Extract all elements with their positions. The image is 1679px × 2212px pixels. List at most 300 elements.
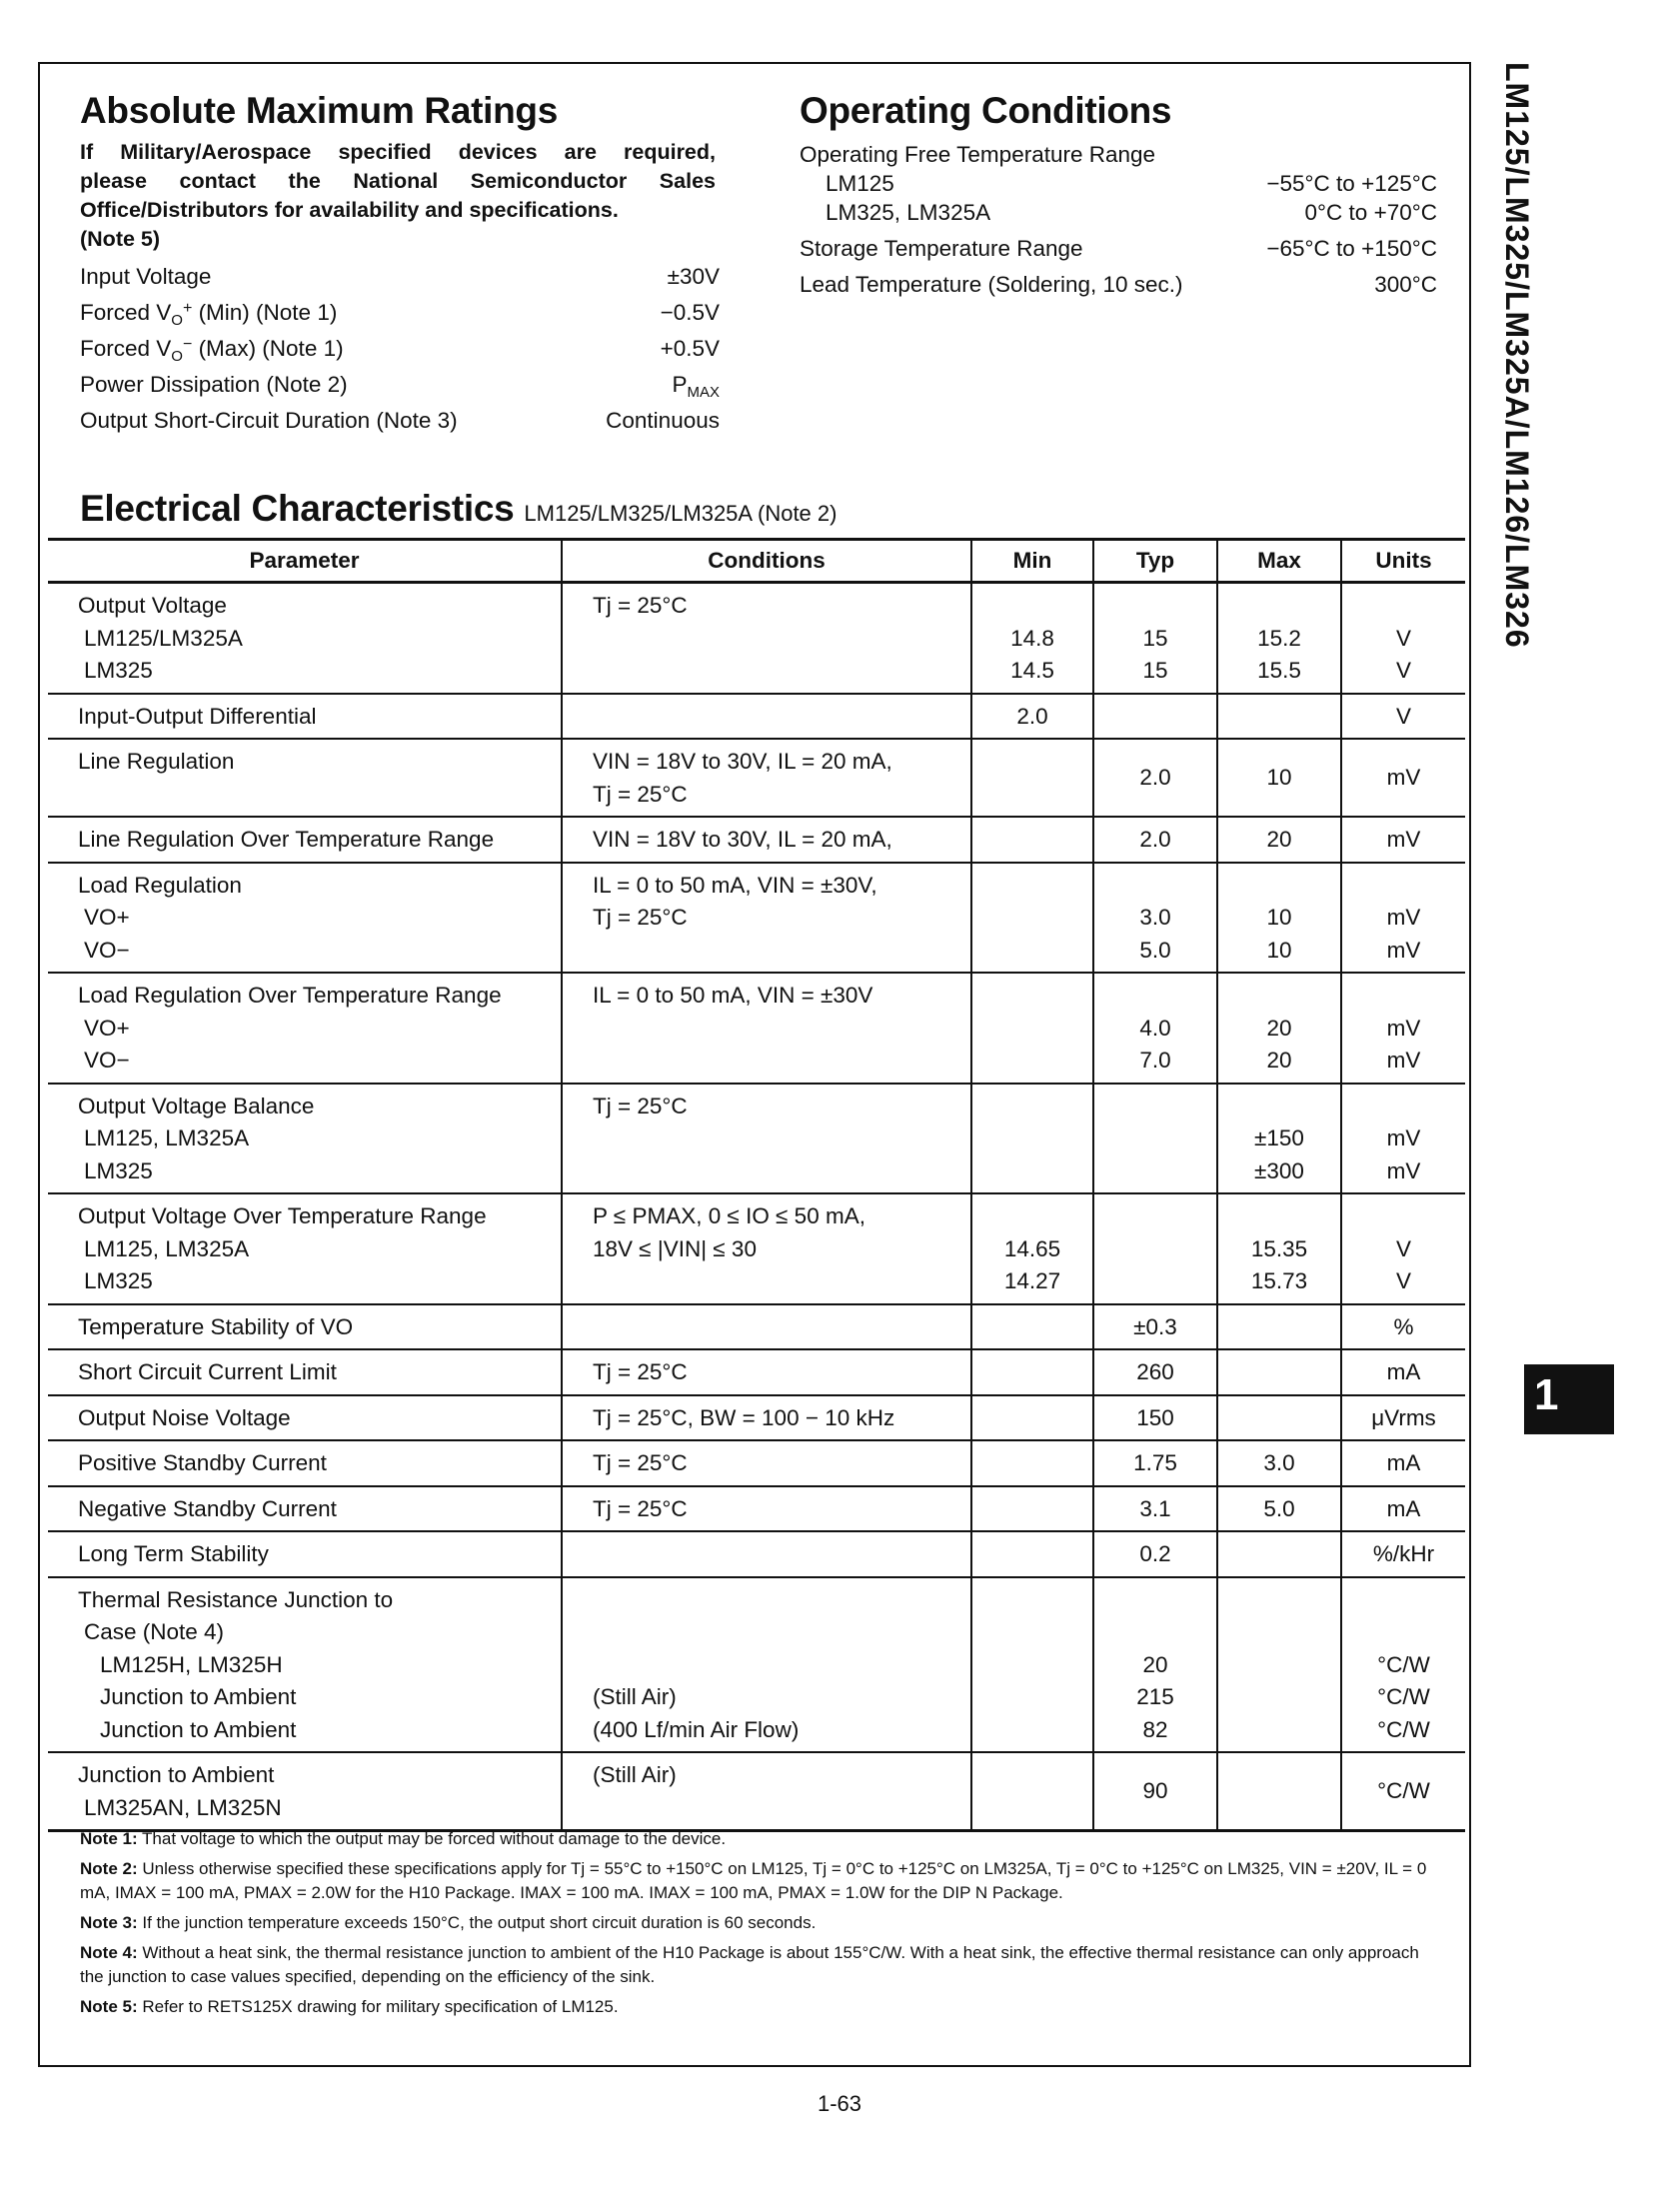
cell-param bbox=[48, 1084, 562, 1194]
cell-cond bbox=[562, 1193, 971, 1304]
oc-label: Lead Temperature (Soldering, 10 sec.) bbox=[800, 272, 1183, 297]
cell-units bbox=[1341, 1440, 1465, 1486]
cell-typ bbox=[1093, 1395, 1217, 1441]
amr-value: ±30V bbox=[667, 264, 720, 289]
cell-units bbox=[1341, 817, 1465, 863]
cell-units bbox=[1341, 1531, 1465, 1577]
cell-max bbox=[1217, 694, 1341, 740]
cell-param bbox=[48, 739, 562, 817]
note-item: Note 4: Without a heat sink, the thermal resistance junction to ambient of the H10 Package is about 155°C/W. With a heat sink, the effective thermal resistance can only approach the junction to case values specified, depending on the efficiency of the sink. bbox=[80, 1943, 1419, 1986]
oc-value: 0°C to +70°C bbox=[1304, 200, 1437, 225]
cell-typ bbox=[1093, 1084, 1217, 1194]
cell-line bbox=[1218, 1311, 1340, 1344]
cell-line bbox=[1094, 870, 1216, 903]
cell-line bbox=[972, 1714, 1092, 1747]
cell-line bbox=[1218, 1538, 1340, 1571]
cell-line bbox=[593, 1538, 970, 1571]
cell-cond bbox=[562, 817, 971, 863]
cell-line: Input-Output Differential bbox=[78, 703, 317, 729]
cell-line bbox=[1094, 1584, 1216, 1617]
cell-line: 15.35 bbox=[1250, 1235, 1308, 1261]
cell-line bbox=[972, 1775, 1092, 1808]
cell-line bbox=[972, 980, 1092, 1013]
amr-warning-line: If Military/Aerospace specified devices are required, bbox=[80, 140, 716, 164]
oc-label: Storage Temperature Range bbox=[800, 236, 1083, 261]
cell-min bbox=[971, 1193, 1093, 1304]
cell-max bbox=[1217, 1193, 1341, 1304]
cell-cond bbox=[562, 1349, 971, 1395]
cell-min bbox=[971, 817, 1093, 863]
cell-line: Tj = 25°C bbox=[593, 1359, 688, 1384]
cell-cond bbox=[562, 583, 971, 694]
cell-line: 2.0 bbox=[1016, 703, 1048, 729]
cell-line bbox=[972, 1681, 1092, 1714]
cell-line bbox=[972, 1616, 1092, 1649]
cell-line: LM325 bbox=[84, 1157, 153, 1183]
cell-line bbox=[1218, 701, 1340, 734]
cell-typ bbox=[1093, 583, 1217, 694]
amr-label: Input Voltage bbox=[80, 264, 212, 289]
oc-label: LM125 bbox=[826, 171, 894, 196]
cell-line bbox=[1342, 1200, 1465, 1233]
cell-line: VO+ bbox=[84, 905, 130, 930]
cell-typ bbox=[1093, 863, 1217, 974]
electrical-characteristics-table bbox=[48, 538, 1465, 1832]
cell-line bbox=[1094, 590, 1216, 623]
cell-typ bbox=[1093, 817, 1217, 863]
section-tab: 1 bbox=[1524, 1364, 1614, 1434]
cell-line: 3.0 bbox=[1263, 1450, 1295, 1475]
cell-line bbox=[1218, 1681, 1340, 1714]
cell-line bbox=[972, 1200, 1092, 1233]
cell-line: 3.1 bbox=[1139, 1495, 1171, 1521]
cell-line: mV bbox=[1386, 905, 1421, 930]
cell-min bbox=[971, 863, 1093, 974]
cell-line bbox=[972, 1155, 1092, 1188]
cell-param bbox=[48, 1395, 562, 1441]
cell-line bbox=[972, 1447, 1092, 1480]
col-header: Min bbox=[971, 540, 1093, 583]
cell-line: 15 bbox=[1142, 625, 1168, 651]
cell-typ bbox=[1093, 1349, 1217, 1395]
cell-line bbox=[1218, 1584, 1340, 1617]
amr-value: +0.5V bbox=[660, 336, 720, 361]
cell-line: 14.8 bbox=[1010, 625, 1054, 651]
cell-typ bbox=[1093, 1304, 1217, 1350]
cell-line: Tj = 25°C bbox=[593, 905, 688, 930]
cell-line: Junction to Ambient bbox=[100, 1684, 297, 1709]
cell-param bbox=[48, 1440, 562, 1486]
cell-line: mV bbox=[1386, 1015, 1421, 1041]
cell-line bbox=[1094, 1155, 1216, 1188]
cell-max bbox=[1217, 1395, 1341, 1441]
note-item: Note 3: If the junction temperature exceeds 150°C, the output short circuit duration is 60 seconds. bbox=[80, 1913, 817, 1932]
cell-line: Output Noise Voltage bbox=[78, 1404, 291, 1430]
cell-line: 90 bbox=[1142, 1778, 1168, 1804]
cell-line: LM325 bbox=[84, 658, 153, 683]
cell-line bbox=[78, 779, 561, 812]
cell-param bbox=[48, 694, 562, 740]
amr-warning bbox=[80, 138, 716, 254]
note-item: Note 2: Unless otherwise specified these specifications apply for Tj = 55°C to +150°C on LM125, Tj = 0°C to +125°C on LM325A, Tj = 0°C to +125°C on LM325, VIN = ±20V, IL = 0 mA, IMAX = 100 mA, PMAX = 2.0W for the H10 Package. IMAX = 100 mA. IMAX = 100 mA, PMAX = 1.0W for the DIP N Package. bbox=[80, 1859, 1427, 1902]
cell-typ bbox=[1093, 1440, 1217, 1486]
cell-line: 5.0 bbox=[1263, 1495, 1295, 1521]
cell-cond bbox=[562, 1440, 971, 1486]
cell-line bbox=[972, 762, 1092, 795]
cell-line bbox=[972, 902, 1092, 935]
cell-line bbox=[972, 1311, 1092, 1344]
cell-cond bbox=[562, 739, 971, 817]
cell-line bbox=[972, 1493, 1092, 1526]
cell-units bbox=[1341, 1304, 1465, 1350]
cell-units bbox=[1341, 1752, 1465, 1831]
cell-max bbox=[1217, 863, 1341, 974]
cell-line: Output Voltage Balance bbox=[78, 1093, 315, 1118]
cell-line: V bbox=[1395, 703, 1411, 729]
cell-line: °C/W bbox=[1377, 1684, 1430, 1709]
cell-line bbox=[1342, 1616, 1465, 1649]
cell-param bbox=[48, 1349, 562, 1395]
cell-line bbox=[1094, 1616, 1216, 1649]
cell-max bbox=[1217, 1531, 1341, 1577]
cell-line bbox=[972, 824, 1092, 857]
cell-line: 15.73 bbox=[1250, 1268, 1308, 1293]
cell-line: ±0.3 bbox=[1133, 1313, 1177, 1339]
cell-param bbox=[48, 1486, 562, 1532]
note-item: Note 5: Refer to RETS125X drawing for military specification of LM125. bbox=[80, 1997, 619, 2016]
cell-min bbox=[971, 1440, 1093, 1486]
cell-line: Tj = 25°C bbox=[593, 593, 688, 618]
cell-max bbox=[1217, 1440, 1341, 1486]
cell-line: 0.2 bbox=[1139, 1541, 1171, 1566]
table-row bbox=[48, 1193, 1465, 1304]
cell-units bbox=[1341, 1577, 1465, 1753]
amr-warning-line: please contact the National Semiconductor Sales bbox=[80, 169, 716, 193]
cell-line bbox=[972, 1538, 1092, 1571]
cell-cond bbox=[562, 1577, 971, 1753]
cell-min bbox=[971, 1577, 1093, 1753]
cell-max bbox=[1217, 1304, 1341, 1350]
amr-warning-line: (Note 5) bbox=[80, 227, 161, 251]
cell-line bbox=[972, 590, 1092, 623]
table-row bbox=[48, 1531, 1465, 1577]
cell-line bbox=[1218, 1714, 1340, 1747]
cell-line: Output Voltage Over Temperature Range bbox=[78, 1203, 487, 1228]
cell-line: °C/W bbox=[1377, 1778, 1430, 1804]
cell-line bbox=[1218, 590, 1340, 623]
cell-line: 20 bbox=[1142, 1651, 1168, 1677]
cell-line: 20 bbox=[1266, 1015, 1292, 1041]
cell-line bbox=[1094, 1091, 1216, 1123]
cell-line: Positive Standby Current bbox=[78, 1450, 327, 1475]
table-row bbox=[48, 1752, 1465, 1831]
amr-label: Power Dissipation (Note 2) bbox=[80, 372, 348, 397]
cell-typ bbox=[1093, 1531, 1217, 1577]
cell-line bbox=[593, 701, 970, 734]
cell-line bbox=[972, 1356, 1092, 1389]
cell-line: VO− bbox=[84, 937, 130, 963]
oc-title: Operating Conditions bbox=[800, 90, 1172, 131]
cell-typ bbox=[1093, 973, 1217, 1084]
cell-line: % bbox=[1393, 1313, 1414, 1339]
oc-label: Operating Free Temperature Range bbox=[800, 142, 1156, 167]
cell-units bbox=[1341, 583, 1465, 694]
note-item: Note 1: That voltage to which the output may be forced without damage to the device. bbox=[80, 1829, 727, 1848]
ec-title: Electrical Characteristics LM125/LM325/LM325A (Note 2) bbox=[80, 488, 838, 529]
cell-cond bbox=[562, 1531, 971, 1577]
table-row bbox=[48, 1304, 1465, 1350]
cell-line: Load Regulation bbox=[78, 872, 242, 898]
cell-min bbox=[971, 1395, 1093, 1441]
cell-line: 15.5 bbox=[1257, 658, 1301, 683]
table-row bbox=[48, 1395, 1465, 1441]
cell-cond bbox=[562, 863, 971, 974]
cell-line: ±150 bbox=[1254, 1125, 1304, 1150]
amr-value: Continuous bbox=[606, 408, 720, 433]
cell-min bbox=[971, 973, 1093, 1084]
side-part-number-title: LM125/LM325/LM325A/LM126/LM326 bbox=[1499, 62, 1535, 649]
cell-line bbox=[1218, 1775, 1340, 1808]
cell-line bbox=[1094, 701, 1216, 734]
cell-line: 20 bbox=[1266, 1048, 1292, 1073]
cell-line: Thermal Resistance Junction to bbox=[78, 1586, 394, 1612]
cell-line: Line Regulation Over Temperature Range bbox=[78, 827, 495, 852]
cell-line: °C/W bbox=[1377, 1651, 1430, 1677]
cell-line: mV bbox=[1386, 937, 1421, 963]
table-row bbox=[48, 1577, 1465, 1753]
cell-line bbox=[1218, 1200, 1340, 1233]
cell-line: 215 bbox=[1136, 1684, 1174, 1709]
cell-line: Long Term Stability bbox=[78, 1541, 269, 1566]
col-header: Parameter bbox=[48, 540, 562, 583]
cell-line bbox=[1218, 1649, 1340, 1682]
cell-max bbox=[1217, 1349, 1341, 1395]
cell-line: LM325 bbox=[84, 1268, 153, 1293]
cell-param bbox=[48, 973, 562, 1084]
cell-line: V bbox=[1395, 625, 1411, 651]
cell-units bbox=[1341, 739, 1465, 817]
cell-cond bbox=[562, 1752, 971, 1831]
cell-line bbox=[1094, 1122, 1216, 1155]
cell-line bbox=[972, 870, 1092, 903]
amr-title: Absolute Maximum Ratings bbox=[80, 90, 558, 131]
cell-line: 10 bbox=[1266, 765, 1292, 791]
cell-line bbox=[593, 1649, 970, 1682]
cell-line: 5.0 bbox=[1139, 937, 1171, 963]
cell-units bbox=[1341, 1395, 1465, 1441]
cell-line bbox=[972, 1122, 1092, 1155]
cell-line: VO+ bbox=[84, 1015, 130, 1041]
amr-label: Forced $V_O^+$ (Min) (Note 1) bbox=[80, 300, 338, 329]
table-row bbox=[48, 739, 1465, 817]
cell-line: 14.5 bbox=[1010, 658, 1054, 683]
cell-line: 20 bbox=[1266, 827, 1292, 852]
cell-units bbox=[1341, 694, 1465, 740]
cell-line: μVrms bbox=[1371, 1404, 1436, 1430]
cell-min bbox=[971, 1531, 1093, 1577]
cell-min bbox=[971, 1486, 1093, 1532]
cell-line bbox=[593, 1616, 970, 1649]
table-row bbox=[48, 817, 1465, 863]
cell-cond bbox=[562, 973, 971, 1084]
cell-line: Tj = 25°C bbox=[593, 1495, 688, 1521]
cell-line bbox=[1342, 1091, 1465, 1123]
cell-line bbox=[593, 1792, 970, 1825]
cell-typ bbox=[1093, 1577, 1217, 1753]
cell-line bbox=[1342, 1584, 1465, 1617]
cell-units bbox=[1341, 1084, 1465, 1194]
cell-units bbox=[1341, 1486, 1465, 1532]
cell-line: (Still Air) bbox=[593, 1762, 677, 1787]
cell-line: 2.0 bbox=[1139, 765, 1171, 791]
amr-label: Forced $V_O^-$ (Max) (Note 1) bbox=[80, 336, 344, 365]
cell-line: 260 bbox=[1136, 1359, 1174, 1384]
cell-min bbox=[971, 583, 1093, 694]
cell-line: 14.65 bbox=[1003, 1235, 1061, 1261]
cell-line: (Still Air) bbox=[593, 1684, 677, 1709]
cell-max bbox=[1217, 1486, 1341, 1532]
oc-value: 300°C bbox=[1374, 272, 1437, 297]
cell-line: V bbox=[1395, 658, 1411, 683]
cell-line bbox=[1342, 870, 1465, 903]
notes bbox=[80, 1827, 1439, 2025]
cell-line bbox=[1218, 1091, 1340, 1123]
cell-line: 18V ≤ |VIN| ≤ 30 bbox=[593, 1235, 757, 1261]
cell-line: 2.0 bbox=[1139, 827, 1171, 852]
cell-line bbox=[972, 935, 1092, 968]
cell-cond bbox=[562, 1486, 971, 1532]
table-header-row bbox=[48, 540, 1465, 583]
cell-line: mV bbox=[1386, 1157, 1421, 1183]
cell-typ bbox=[1093, 1193, 1217, 1304]
cell-line: Short Circuit Current Limit bbox=[78, 1359, 337, 1384]
cell-line: Tj = 25°C bbox=[593, 1450, 688, 1475]
cell-param bbox=[48, 1577, 562, 1753]
table-row bbox=[48, 1084, 1465, 1194]
cell-line: mA bbox=[1386, 1450, 1421, 1475]
cell-line: Negative Standby Current bbox=[78, 1495, 337, 1521]
cell-line bbox=[972, 1649, 1092, 1682]
cell-line: %/kHr bbox=[1372, 1541, 1435, 1566]
cell-line: LM125, LM325A bbox=[84, 1235, 250, 1261]
cell-line: mV bbox=[1386, 765, 1421, 791]
cell-max bbox=[1217, 973, 1341, 1084]
cell-param bbox=[48, 1193, 562, 1304]
cell-typ bbox=[1093, 739, 1217, 817]
cell-line bbox=[972, 1045, 1092, 1078]
cell-line bbox=[972, 1091, 1092, 1123]
cell-line: Temperature Stability of VO bbox=[78, 1313, 354, 1339]
cell-min bbox=[971, 739, 1093, 817]
cell-max bbox=[1217, 1577, 1341, 1753]
cell-line: Junction to Ambient bbox=[100, 1716, 297, 1742]
cell-max bbox=[1217, 583, 1341, 694]
amr-label: Output Short-Circuit Duration (Note 3) bbox=[80, 408, 458, 433]
cell-line: V bbox=[1395, 1235, 1411, 1261]
cell-line bbox=[1218, 1356, 1340, 1389]
cell-line: VIN = 18V to 30V, IL = 20 mA, bbox=[593, 749, 892, 774]
cell-line: 10 bbox=[1266, 905, 1292, 930]
col-header: Units bbox=[1341, 540, 1465, 583]
cell-param bbox=[48, 817, 562, 863]
cell-param bbox=[48, 583, 562, 694]
page-number: 1-63 bbox=[817, 2091, 862, 2116]
cell-line: Output Voltage bbox=[78, 593, 227, 618]
cell-line bbox=[1218, 870, 1340, 903]
cell-line: mV bbox=[1386, 1125, 1421, 1150]
cell-min bbox=[971, 1304, 1093, 1350]
ec-subtitle: LM125/LM325/LM325A (Note 2) bbox=[524, 501, 838, 526]
cell-line: Line Regulation bbox=[78, 749, 235, 774]
cell-line: (400 Lf/min Air Flow) bbox=[593, 1716, 800, 1742]
cell-line: V bbox=[1395, 1268, 1411, 1293]
cell-line: 150 bbox=[1136, 1404, 1174, 1430]
cell-max bbox=[1217, 817, 1341, 863]
cell-line: IL = 0 to 50 mA, VIN = ±30V bbox=[593, 983, 873, 1008]
cell-line: °C/W bbox=[1377, 1716, 1430, 1742]
cell-line: 14.27 bbox=[1003, 1268, 1061, 1293]
cell-line: LM325AN, LM325N bbox=[84, 1794, 282, 1820]
cell-line: 7.0 bbox=[1139, 1048, 1171, 1073]
cell-line bbox=[593, 1311, 970, 1344]
cell-line bbox=[1218, 980, 1340, 1013]
cell-line: IL = 0 to 50 mA, VIN = ±30V, bbox=[593, 872, 877, 898]
table-row bbox=[48, 694, 1465, 740]
oc-label: LM325, LM325A bbox=[826, 200, 991, 225]
cell-typ bbox=[1093, 1486, 1217, 1532]
cell-cond bbox=[562, 1395, 971, 1441]
amr-value: $P_{MAX}$ bbox=[672, 372, 720, 401]
table-row bbox=[48, 1486, 1465, 1532]
cell-param bbox=[48, 1304, 562, 1350]
cell-units bbox=[1341, 1349, 1465, 1395]
cell-line: LM125/LM325A bbox=[84, 625, 243, 651]
col-header: Max bbox=[1217, 540, 1341, 583]
cell-line: Junction to Ambient bbox=[78, 1762, 275, 1787]
cell-param bbox=[48, 1531, 562, 1577]
cell-line bbox=[1218, 1616, 1340, 1649]
table-row bbox=[48, 863, 1465, 974]
cell-line: Tj = 25°C, BW = 100 − 10 kHz bbox=[593, 1404, 895, 1430]
cell-line: 15 bbox=[1142, 658, 1168, 683]
cell-line: 15.2 bbox=[1257, 625, 1301, 651]
cell-min bbox=[971, 1349, 1093, 1395]
cell-line: mA bbox=[1386, 1359, 1421, 1384]
cell-line: 1.75 bbox=[1133, 1450, 1177, 1475]
cell-line: mV bbox=[1386, 1048, 1421, 1073]
col-header: Typ bbox=[1093, 540, 1217, 583]
cell-line bbox=[1094, 980, 1216, 1013]
cell-max bbox=[1217, 1084, 1341, 1194]
cell-param bbox=[48, 1752, 562, 1831]
cell-line bbox=[972, 1013, 1092, 1046]
amr-value: −0.5V bbox=[660, 300, 720, 325]
cell-line bbox=[1094, 1265, 1216, 1298]
cell-units bbox=[1341, 863, 1465, 974]
cell-line: ±300 bbox=[1254, 1157, 1304, 1183]
cell-line: Tj = 25°C bbox=[593, 781, 688, 807]
table-row bbox=[48, 973, 1465, 1084]
cell-cond bbox=[562, 1084, 971, 1194]
cell-units bbox=[1341, 973, 1465, 1084]
amr-warning-line: Office/Distributors for availability and specifications. bbox=[80, 198, 619, 222]
cell-line: LM125H, LM325H bbox=[100, 1651, 283, 1677]
cell-units bbox=[1341, 1193, 1465, 1304]
cell-param bbox=[48, 863, 562, 974]
cell-typ bbox=[1093, 694, 1217, 740]
cell-line: 4.0 bbox=[1139, 1015, 1171, 1041]
cell-max bbox=[1217, 739, 1341, 817]
